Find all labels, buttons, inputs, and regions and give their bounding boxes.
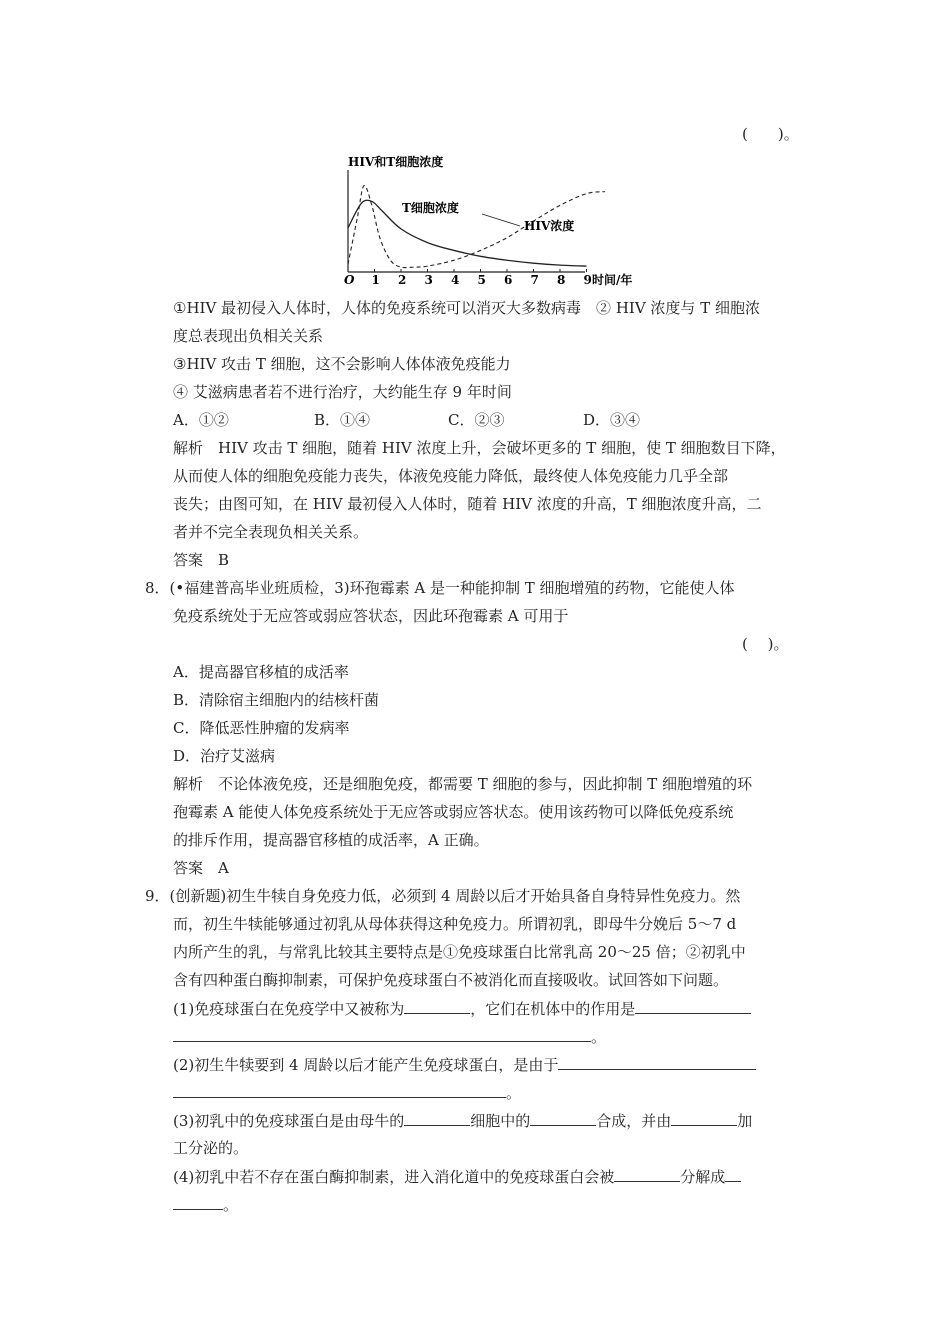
q7-choice-b: B．①④ xyxy=(314,411,371,429)
q7-statement-1: ①HIV 最初侵入人体时，人体的免疫系统可以消灭大多数病毒 ② HIV 浓度与 T 细胞浓 xyxy=(173,299,760,317)
q9-sub3-text-b: 细胞中的 xyxy=(470,1112,531,1130)
chart-y-axis-label: HIV和T细胞浓度 xyxy=(348,155,444,169)
q7-choice-d: D．③④ xyxy=(583,411,641,429)
q9-sub3-blank-2[interactable] xyxy=(530,1110,596,1126)
q9-sub2-line xyxy=(173,1054,756,1075)
q8-choice-d: D．治疗艾滋病 xyxy=(173,747,276,765)
q9-sub4-text-b: 分解成 xyxy=(680,1168,726,1186)
q9-sub4-blank-2[interactable] xyxy=(725,1166,741,1182)
q7-choice-a: A．①② xyxy=(173,411,229,429)
q9-sub3-blank-1[interactable] xyxy=(404,1110,470,1126)
chart-x-tick-label: 7 xyxy=(530,273,539,287)
q8-analysis-line: 的排斥作用，提高器官移植的成活率，A 正确。 xyxy=(173,831,489,849)
q9-sub2-line-2 xyxy=(173,1082,521,1103)
q7-statement-1-cont: 度总表现出负相关关系 xyxy=(173,327,324,345)
q9-sub3-text-d: 加 xyxy=(737,1112,753,1130)
q9-sub1-line xyxy=(173,998,751,1019)
q9-sub3-text-a: (3)初乳中的免疫球蛋白是由母牛的 xyxy=(173,1112,405,1130)
q9-sub1-blank-2-cont[interactable] xyxy=(173,1026,591,1042)
q9-period: 。 xyxy=(223,1196,239,1214)
q9-stem-line: 而，初生牛犊能够通过初乳从母体获得这种免疫力。所谓初乳，即母牛分娩后 5～7 d xyxy=(173,915,737,933)
q8-answer: 答案 A xyxy=(173,859,229,877)
q7-answer-paren: ( )。 xyxy=(742,125,799,143)
chart-series-label-tcell: T细胞浓度 xyxy=(402,201,459,215)
q9-sub3-text-c: 合成，并由 xyxy=(596,1112,672,1130)
chart-origin-label: O xyxy=(344,273,355,287)
chart-x-tick-label: 5 xyxy=(477,273,486,287)
q7-analysis-line: 丧失；由图可知，在 HIV 最初侵入人体时，随着 HIV 浓度的升高，T 细胞浓度升高，二 xyxy=(173,495,762,513)
chart-x-tick-label: 3 xyxy=(424,273,433,287)
q8-answer-paren: ( )。 xyxy=(742,635,789,653)
q8-choice-c: C．降低恶性肿瘤的发病率 xyxy=(173,719,350,737)
q9-sub4-line-2 xyxy=(173,1194,238,1215)
hiv-tcell-chart xyxy=(330,150,660,292)
q9-sub2-blank[interactable] xyxy=(558,1054,756,1070)
q7-statement-4: ④ 艾滋病患者若不进行治疗，大约能生存 9 年时间 xyxy=(173,383,512,401)
q9-sub1-text-a: (1)免疫球蛋白在免疫学中又被称为 xyxy=(173,1000,405,1018)
q9-sub3-blank-3[interactable] xyxy=(671,1110,737,1126)
q9-stem-line: 含有四种蛋白酶抑制素，可保护免疫球蛋白不被消化而直接吸收。试回答如下问题。 xyxy=(173,971,729,989)
q9-sub4-text-a: (4)初乳中若不存在蛋白酶抑制素，进入消化道中的免疫球蛋白会被 xyxy=(173,1168,615,1186)
q9-sub4-blank-2-cont[interactable] xyxy=(173,1194,223,1210)
q7-analysis-line: 从而使人体的细胞免疫能力丧失，体液免疫能力降低，最终使人体免疫能力几乎全部 xyxy=(173,467,729,485)
q9-sub2-text: (2)初生牛犊要到 4 周龄以后才能产生免疫球蛋白，是由于 xyxy=(173,1056,559,1074)
q7-statement-3: ③HIV 攻击 T 细胞，这不会影响人体体液免疫能力 xyxy=(173,355,511,373)
q9-stem-line: 内所产生的乳，与常乳比较其主要特点是①免疫球蛋白比常乳高 20～25 倍；②初乳中 xyxy=(173,943,746,961)
q9-sub1-line-2 xyxy=(173,1026,606,1047)
chart-x-tick-label: 1 xyxy=(371,273,380,287)
chart-x-axis-label: 时间/年 xyxy=(592,273,633,287)
q9-sub3-line xyxy=(173,1110,752,1131)
chart-x-tick-label: 6 xyxy=(504,273,513,287)
q8-choice-b: B．清除宿主细胞内的结核杆菌 xyxy=(173,691,380,709)
q8-analysis-line: 孢霉素 A 能使人体免疫系统处于无应答或弱应答状态。使用该药物可以降低免疫系统 xyxy=(173,803,734,821)
chart-x-tick-label: 9 xyxy=(583,273,592,287)
chart-series-label-hiv: HIV浓度 xyxy=(524,219,575,233)
chart-hiv-pointer xyxy=(482,214,520,226)
q9-stem-line: 9．(创新题)初生牛犊自身免疫力低，必须到 4 周龄以后才开始具备自身特异性免疫力。然 xyxy=(145,887,741,905)
chart-x-tick-label: 4 xyxy=(451,273,460,287)
q9-sub2-blank-cont[interactable] xyxy=(173,1082,506,1098)
q8-choice-a: A．提高器官移植的成活率 xyxy=(173,663,349,681)
q8-stem-line-1: 8．(•福建普高毕业班质检，3)环孢霉素 A 是一种能抑制 T 细胞增殖的药物，它能使人体 xyxy=(145,579,735,597)
q8-stem-line-2: 免疫系统处于无应答或弱应答状态，因此环孢霉素 A 可用于 xyxy=(173,607,569,625)
q8-analysis-line: 解析 不论体液免疫，还是细胞免疫，都需要 T 细胞的参与，因此抑制 T 细胞增殖的环 xyxy=(173,775,753,793)
q7-answer: 答案 B xyxy=(173,551,230,569)
q7-choice-c: C．②③ xyxy=(448,411,505,429)
q9-sub3-line-2: 工分泌的。 xyxy=(173,1139,249,1157)
q9-period: 。 xyxy=(591,1028,607,1046)
q7-analysis-line: 解析 HIV 攻击 T 细胞，随着 HIV 浓度上升，会破坏更多的 T 细胞，使 T 细胞数目下降， xyxy=(173,439,786,457)
q9-period: 。 xyxy=(506,1084,522,1102)
q9-sub1-blank-2[interactable] xyxy=(635,998,751,1014)
chart-x-tick-label: 8 xyxy=(557,273,566,287)
q9-sub4-blank-1[interactable] xyxy=(614,1166,680,1182)
q9-sub4-line xyxy=(173,1166,741,1187)
chart-x-tick-label: 2 xyxy=(398,273,407,287)
q9-sub1-blank-1[interactable] xyxy=(404,998,470,1014)
q9-sub1-text-b: ，它们在机体中的作用是 xyxy=(470,1000,636,1018)
q7-analysis-line: 者并不完全表现负相关关系。 xyxy=(173,523,369,541)
